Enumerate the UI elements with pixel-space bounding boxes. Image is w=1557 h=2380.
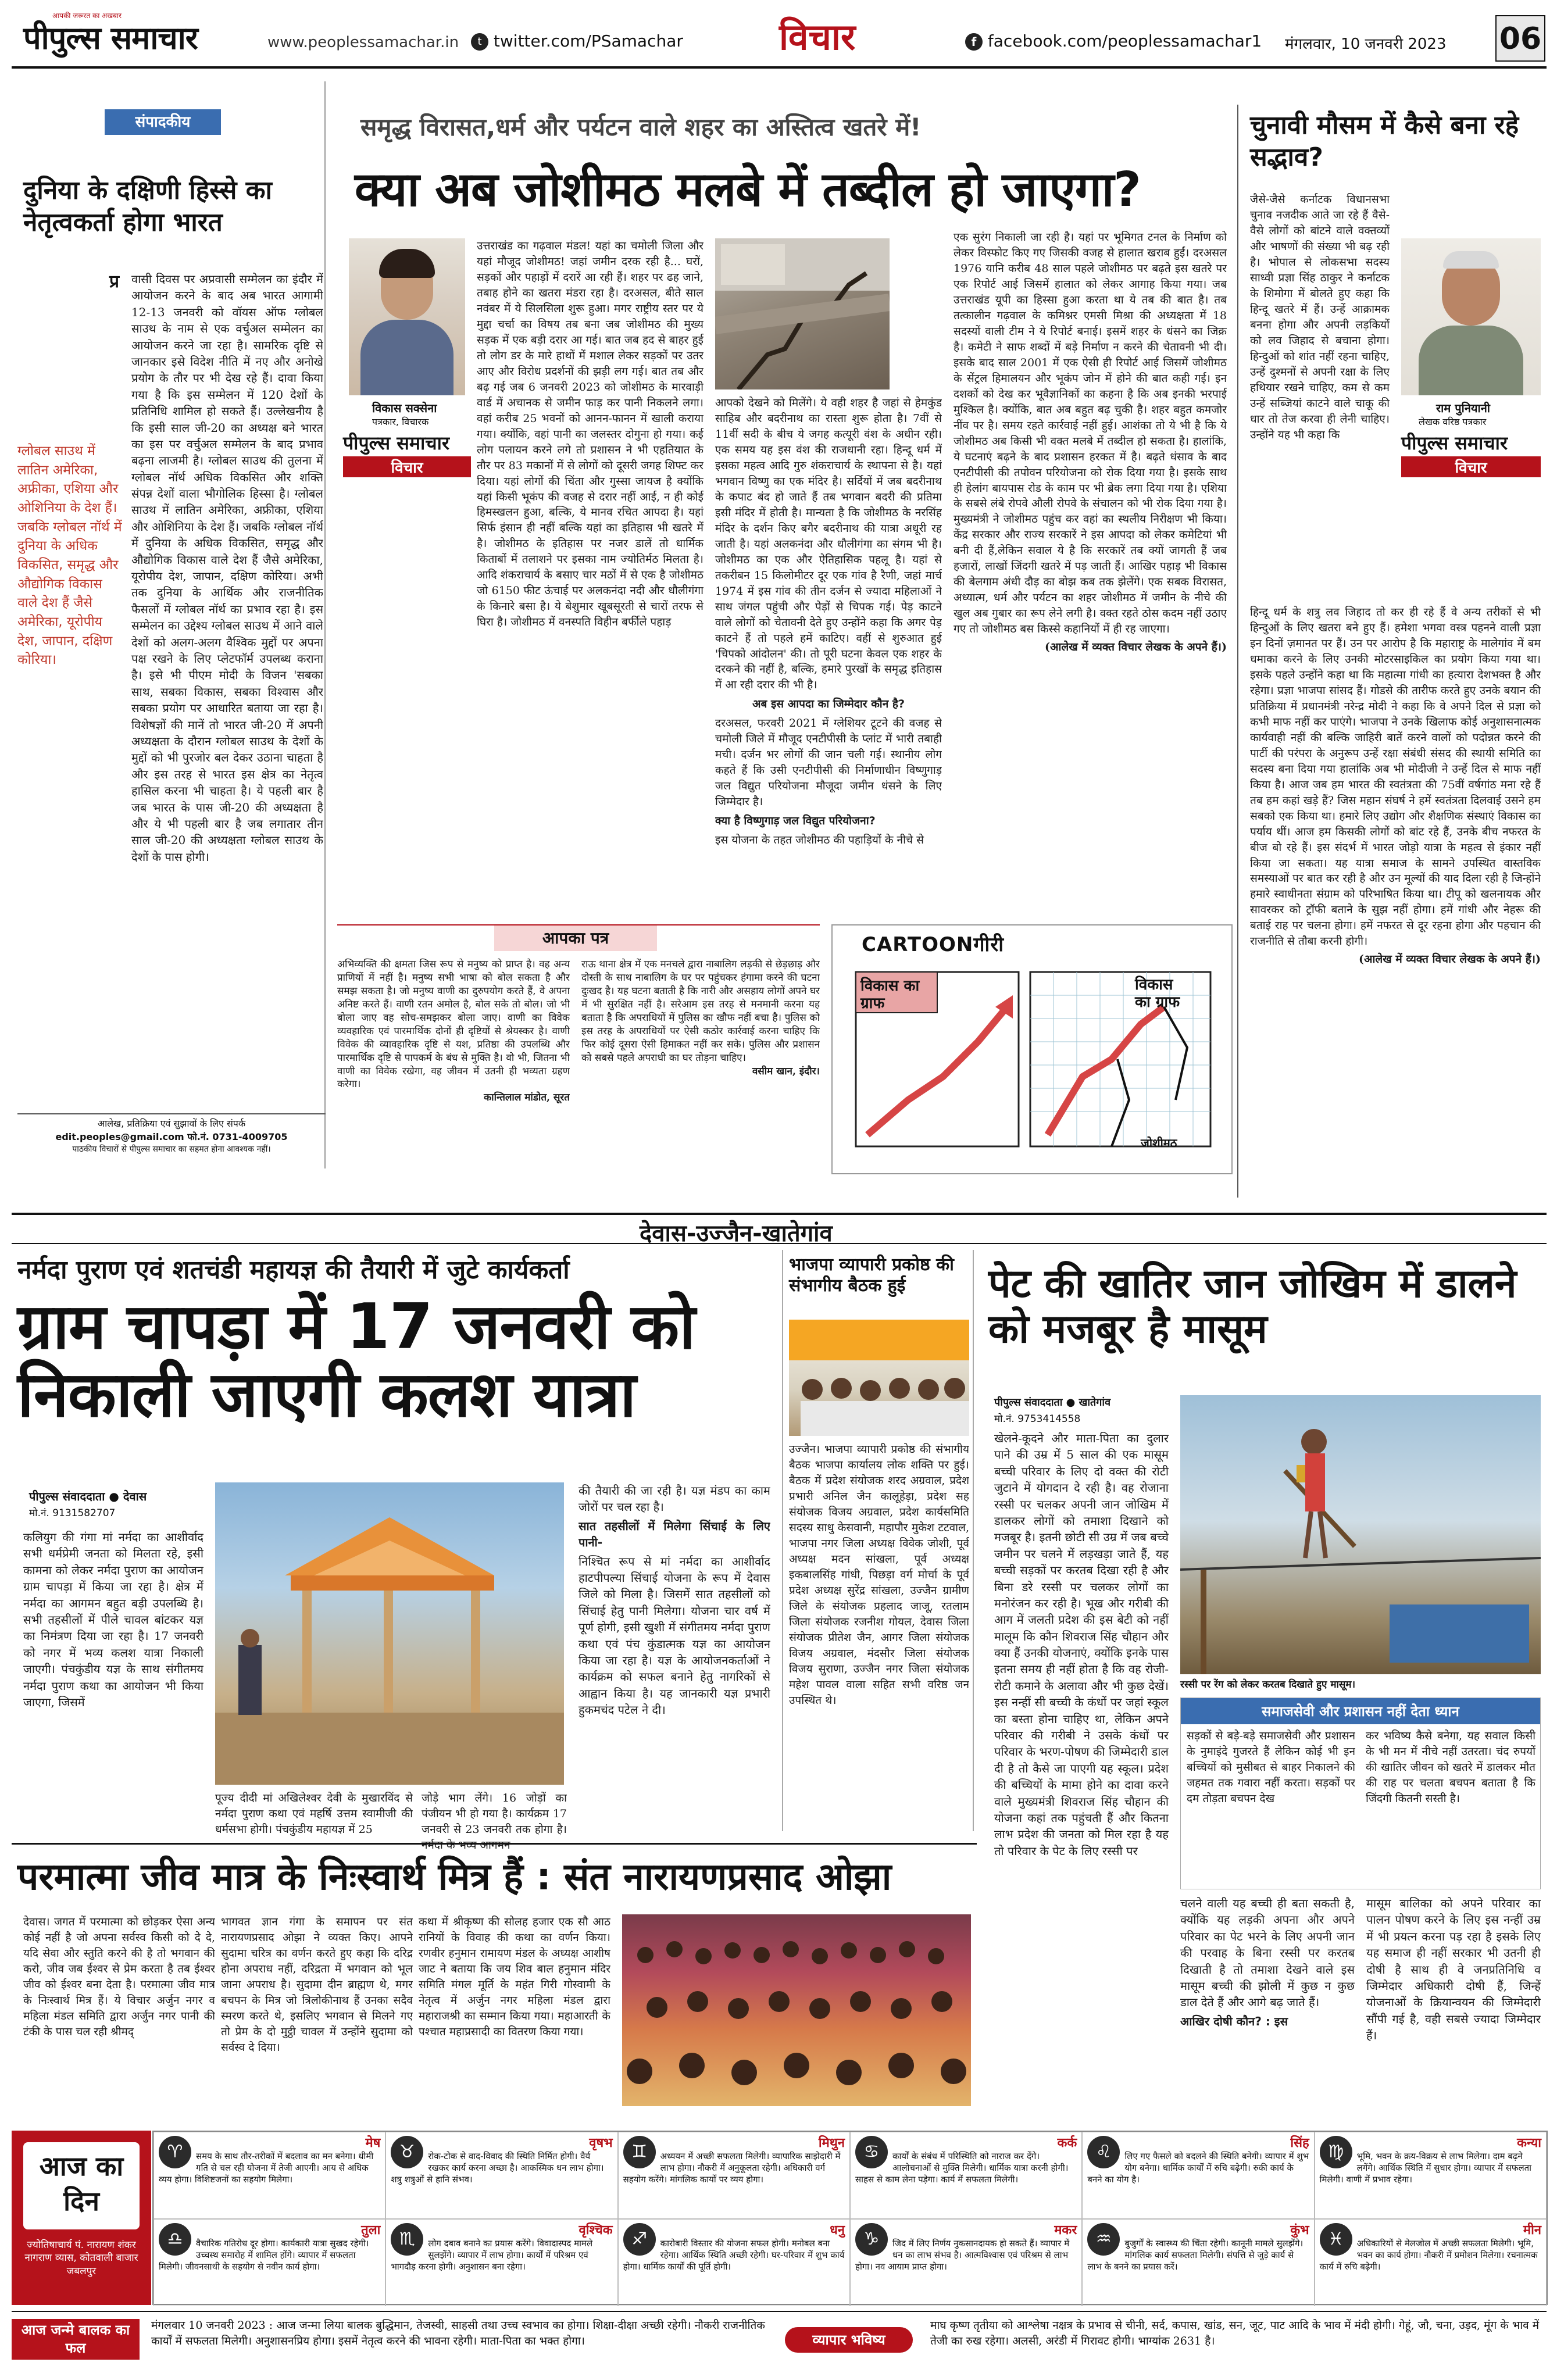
rashifal-box — [12, 2131, 151, 2305]
zodiac-icon: ♈ — [159, 2136, 191, 2168]
narmada-kicker: नर्मदा पुराण एवं शतचंडी महायज्ञ की तैयारी में जुटे कार्यकर्ता — [17, 1255, 570, 1285]
zodiac-icon: ♋ — [855, 2136, 888, 2168]
zodiac-icon: ♎ — [159, 2223, 191, 2256]
letter-1: अभिव्यक्ति की क्षमता जिस रूप से मनुष्य को प्राप्त है। वह अन्य प्राणियों में नहीं है। मनुष्य सभी भाषा को बोल सकता है और समझ सकता है। जो मनुष्य वाणी का दुरुपयोग करते हैं, वे अपना अनिष्ट करते हैं। वाणी रतन अमोल है, बोल सके तो बोल। जो भी बोला जाए वह सोच-समझकर बोला जाए। वाणी का विवेक व्यवहारिक एवं पारमार्थिक दोनों ही दृष्टियों से श्रेयस्कर है। वाणी विवेक की व्यावहारिक दृष्टि से यश, प्रतिष्ठा की उपलब्धि और पारमार्थिक दृष्टि से पापकर्म के बंध से मुक्ति है। वो भी, जितना भी वाणी का विवेक रखेगा, वह जीवन में उतनी ही भव्यता ग्रहण करेगा। कान्तिलाल मांडोत, सूरत — [337, 959, 570, 1104]
child-body: खेलने-कूदने और माता-पिता का दुलार पाने की उम्र में 5 साल की एक मासूम बच्ची परिवार के लिए दो वक्त की रोटी जुटाने में योगदान दे रही है। वह रोजाना रस्सी पर चलकर अपनी जान जोखिम में डालकर लोगों को तमाशा दिखाने को मजबूर है। इतनी छोटी सी उम्र में जब बच्चे जमीन पर चलने में लड़खड़ा जाते हैं, यह बच्ची सड़कों पर करतब दिखा रही है और बिना डरे रस्सी पर चलकर लोगों का मनोरंजन कर रही है। भूख और गरीबी की आग में जलती प्रदेश की इस बेटी को नहीं मालूम कि कौन शिवराज सिंह चौहान और क्या हैं उनकी योजनाएं, क्योंकि इनके पास इतना समय ही नहीं होता है कि वह रोजी-रोटी कमाने के अलावा और भी कुछ देखें। इस नन्हीं सी बच्ची के कंधों पर जहां स्कूल का बस्ता होना चाहिए था, लेकिन अपने परिवार की गरीबी ने उसके कंधों पर परिवार के भरण-पोषण की जिम्मेदारी डाल दी है तो कैसे जा पाएगी यह स्कूल। प्रदेश की बच्चियों के मामा होने का दावा करने वाले मुख्यमंत्री शिवराज सिंह चौहान की योजना कहां तक पहुंचती हैं और कितना लाभ प्रदेश की जनता को मिल रहा है यह तो परिवार के पेट के लिए रस्सी पर — [994, 1431, 1169, 1858]
facebook-link[interactable]: f facebook.com/peoplessamachar1 — [965, 31, 1262, 51]
letter-2: राऊ थाना क्षेत्र में एक मनचले द्वारा नाबालिग लड़की से छेड़छाड़ और दोस्ती के साथ नाबालिग के घर पर पहुंचकर हंगामा करने की घटना दुःखद है। यह घटना बताती है कि नारी और असहाय लोगों अपने घर में भी सुरक्षित नहीं है। सरेआम इस तरह से मनमानी करना यह बताता है कि अपराधियों में पुलिस का खौफ नहीं बचा है। पुलिस को इस तरह के अपराधियों पर ऐसी कठोर कार्रवाई करना चाहिए कि फिर कोई दूसरा ऐसी हिमाकत नहीं कर सके। पुलिस और प्रशासन को सबसे पहले अपराधी का घर तोड़ना चाहिए। वसीम खान, इंदौर। — [581, 959, 820, 1077]
brand-badge — [343, 430, 471, 483]
cartoon-label-1: विकास का ग्राफ — [860, 977, 920, 1012]
narmada-subhead: सात तहसीलों में मिलेगा सिंचाई के लिए पानी- — [578, 1518, 770, 1550]
rashi-name: कन्या — [1517, 2136, 1541, 2150]
brand-logo: पीपुल्स समाचार — [343, 432, 449, 454]
narmada-byline: पीपुल्स संवाददाता ● देवास — [29, 1489, 147, 1503]
cartoon-section — [831, 924, 1233, 1174]
child-box-body2: कर भविष्य कैसे बनेगा, यह सवाल किसी के भी मन में नीचे नहीं उतरता। चंद रुपयों की खातिर जीवन को खतरे में डालकर मौत की राह पर चलता बचपन बताता है कि जिंदगी कितनी सस्ती है। — [1366, 1729, 1535, 1805]
saint-col3: कथा में श्रीकृष्ण की सोलह हजार एक सौ आठ रानियों के विवाह की कथा का वर्णन किया। रणवीर हनुमान रामायण मंडल के अध्यक्ष आशीष जाट ने बताया कि जय शिव बाल हनुमान मंदिर समिति मंगल मूर्ति के महंत गिरी गोस्वामी के नेतृत्व में अर्जुन नगर महिला मंडल द्वारा महाराजश्री का सम्मान किया गया। महाआरती के पश्चात महाप्रसादी का वितरण किया गया। — [419, 1916, 610, 2038]
rashi-cell — [850, 2132, 1082, 2219]
child-tightrope-photo — [1180, 1395, 1541, 1674]
logo-tagline: आपकी जरूरत का अखबार — [52, 12, 122, 20]
footer-strip — [12, 2311, 1547, 2369]
editorial-tag: संपादकीय — [105, 109, 221, 135]
joshimath-article — [337, 81, 1233, 924]
rashi-name: वृषभ — [589, 2136, 613, 2150]
contact-line-3: पाठकीय विचारों से पीपुल्स समाचार का सहमत होना आवश्यक नहीं। — [72, 1145, 271, 1155]
rashi-cell — [618, 2219, 850, 2306]
cartoon-title: CARTOONगीरी — [862, 933, 1005, 956]
editorial-title: दुनिया के दक्षिणी हिस्से का नेतृत्वकर्ता होगा भारत — [23, 176, 272, 237]
rashi-cell — [153, 2219, 385, 2306]
rashi-cell — [1082, 2132, 1314, 2219]
rashi-text: भूमि, भवन के क्रय-विक्रय से लाभ मिलेगा। दाम बढ़ने लगेंगे। आर्थिक स्थिति में सुधार होगा। व्यापार में सफलता मिलेगी। वाणी में प्रभाव रहेगा। — [1319, 2151, 1532, 2185]
region-band — [12, 1213, 1547, 1247]
rashi-text: लिए गए फैसले को बदलने की स्थिति बनेगी। व्यापार में शुभ योग बनेगा। धार्मिक कार्यों में रुचि बढ़ेगी। रुकी कार्य के बनने का योग है। — [1087, 2151, 1309, 2185]
bjp-body: उज्जैन। भाजपा व्यापारी प्रकोष्ठ की संभागीय बैठक भाजपा कार्यालय लोक शक्ति पर हुई। बैठक में प्रदेश संयोजक शरद अग्रवाल, प्रदेश प्रभारी अनिल जैन कालूहेड़ा, प्रदेश सह संयोजक विजय अग्रवाल, प्रदेश कार्यसमिति सदस्य साधु केसवानी, महापौर मुकेश टटवाल, भाजपा नगर जिला अध्यक्ष विवेक जोशी, पूर्व अध्यक्ष मदन सांखला, पूर्व अध्यक्ष इकबालसिंह गांधी, पिछड़ा वर्ग मोर्चा के पूर्व प्रदेश अध्यक्ष सुरेंद्र सांखला, उज्जैन ग्रामीण जिले के संयोजक प्रहलाद जाजू, रतलाम जिला संयोजक रजनीश गोयल, देवास जिला संयोजक प्रीतेश जैन, आगर जिला संयोजक विजय अग्रवाल, मंदसौर जिला संयोजक विजय सुराणा, उज्जैन नगर जिला संयोजक महेश पावल वाला सहित सभी वरिष्ठ जन उपस्थित थे। — [789, 1443, 969, 1707]
rashi-text: समय के साथ तौर-तरीकों में बदलाव का मन बनेगा। धीमी गति से चल रही योजना में तेजी आएगी। आय से अधिक व्यय होगा। विशिष्टजनों का सहयोग मिलेगा। — [159, 2151, 374, 2185]
saint-col1: देवास। जगत में परमात्मा को छोड़कर ऐसा अन्य कोई नहीं है जो अपना सर्वस्व किसी को दे दे, यदि सेवा और स्तुति करने की है तो भगवान की करो, जीव जब ईश्वर से प्रेम करता है तब ईश्वर जीव को ईश्वर बना देता है। परमात्मा जीव मात्र के निःस्वार्थ मित्र हैं। ये विचार अर्जुन नगर व महिला मंडल समिति द्वारा अर्जुन नगर पानी की टंकी के पास चल रही श्रीमद् — [23, 1916, 215, 2038]
twitter-icon: t — [471, 33, 488, 51]
saint-article — [12, 1843, 977, 2110]
child-article — [983, 1250, 1547, 2093]
contact-line-1: आलेख, प्रतिक्रिया एवं सुझावों के लिए संपर्क — [97, 1118, 246, 1129]
cartoon-label-2: विकास का ग्राफ — [1135, 976, 1180, 1011]
rashifal-grid — [152, 2131, 1548, 2305]
joshimath-title: क्या अब जोशीमठ मलबे में तब्दील हो जाएगा? — [355, 162, 1141, 217]
rashifal-box-title: आज का दिन — [23, 2142, 140, 2229]
rashi-text: कार्यों के संबंध में परिस्थिति को नाराज कर देंगे। आलोचनाओं से मुक्ति मिलेगी। धार्मिक यात्रा करनी होगी। साहस से काम लेना पड़ेगा। कार्य में सफलता मिलेगी। — [855, 2151, 1069, 2185]
rashi-text: अध्ययन में अच्छी सफलता मिलेगी। व्यापारिक साझेदारी में लाभ होगा। नौकरी में अनुकूलता रहेगी। अधिकारी वर्ग सहयोग करेंगे। मांगलिक कार्यों पर व्यय होगा। — [623, 2151, 841, 2185]
rashi-name: कुंभ — [1290, 2223, 1309, 2238]
editorial-body: वासी दिवस पर अप्रवासी सम्मेलन का इंदौर में आयोजन करने के बाद अब भारत आगामी 12-13 जनवरी को वॉयस ऑफ ग्लोबल साउथ के नाम से एक वर्चुअल सम्मेलन का आयोजन करने जा रहा है। सामरिक दृष्टि से जानकार इसे विदेश नीति में नए और अनोखे प्रयोग के तौर पर भी देख रहे हैं। दावा किया गया है कि इस सम्मेलन में 120 देशों के प्रतिनिधि शामिल हो सकते हैं। उल्लेखनीय है कि इसी साल जी-20 का अध्यक्ष बने भारत का इस पर वर्चुअल सम्मेलन के बाद प्रभाव बढ़ना लाजमी है। ग्लोबल साउथ की तुलना में ग्लोबल नॉर्थ अधिक विकसित और शक्ति संपन्न देशों वाला भौगोलिक हिस्सा है। ग्लोबल साउथ में लातिन अमेरिका, अफ्रीका, एशिया और ओशिनिया के देश हैं। जबकि ग्लोबल नॉर्थ में दुनिया के अधिक विकसित, समृद्ध और औद्योगिक विकास वाले देश हैं जैसे अमेरिका, यूरोपीय देश, जापान, दक्षिण कोरिया। अभी तक दुनिया के आर्थिक और राजनीतिक फैसलों में ग्लोबल नॉर्थ का प्रभाव रहा है। इस सम्मेलन का उद्देश्य ग्लोबल साउथ में आने वाले देशों को अलग-अलग वैश्विक मुद्दों पर अपना पक्ष रखने के लिए प्लेटफॉर्म उपलब्ध कराना है। इसे भी पीएम मोदी के विजन 'सबका साथ, सबका विकास, सबका विश्वास और सबका प्रयोग पर आधारित बताया जा रहा है। विशेषज्ञों की मानें तो भारत जी-20 में अपनी अध्यक्षता के दौरान ग्लोबल साउथ के देशों के मुद्दों को भी पुरजोर बल देकर उठाना चाहता है और इस तरह से भारत इस क्षेत्र का नेतृत्व हासिल करना भी चाहता है। ये पहली बार है जब भारत के पास जी-20 की अध्यक्षता है और ये भी पहली बार है जब लगातार तीन साल जी-20 की अध्यक्षता ग्लोबल साउथ के देशों के पास होगी। — [131, 272, 323, 864]
bjp-meeting-photo — [789, 1320, 969, 1436]
brand-badge-2 — [1401, 430, 1541, 483]
website-link[interactable]: www.peoplessamachar.in — [267, 34, 459, 51]
narmada-body1: कलियुग की गंगा मां नर्मदा का आशीर्वाद सभी धर्मप्रेमी जनता को मिलता रहे, इसी कामना को लेकर नर्मदा पुराण का आयोजन ग्राम चापड़ा में किया जा रहा है। क्षेत्र में नर्मदा का आगमन बहुत बड़ी उपलब्धि है। सभी तहसीलों में पीले चावल बांटकर यज्ञ का निमंत्रण दिया जा रहा है। 17 जनवरी को नगर में भव्य कलश यात्रा निकाली जाएगी। पंचकुंडीय यज्ञ के साथ संगीतमय नर्मदा पुराण कथा का आयोजन भी किया जाएगा, जिसमें — [23, 1530, 203, 1709]
rashi-cell — [385, 2132, 617, 2219]
author-photo-ram — [1401, 238, 1541, 395]
issue-date: मंगलवार, 10 जनवरी 2023 — [1285, 35, 1447, 53]
rashi-cell — [850, 2219, 1082, 2306]
child-photo-caption: रस्सी पर रेंग को लेकर करतब दिखाते हुए मासूम। — [1180, 1677, 1541, 1695]
ram-author-name: राम पुनियानी — [1436, 401, 1490, 415]
zodiac-icon: ♍ — [1320, 2136, 1352, 2168]
meeting-illustration — [789, 1320, 969, 1436]
rashi-text: लोग दबाव बनाने का प्रयास करेंगे। विवादास्पद मामले सुलझेंगे। व्यापार में लाभ होगा। कार्यों में परिश्रम एवं भागदौड़ करना होगी। अनुशासन बना रहेगा। — [391, 2238, 593, 2272]
section-title: विचार — [779, 16, 856, 58]
rashi-text: जिद में लिए निर्णय नुकसानदायक हो सकते हैं। व्यापार में धन का लाभ संभव है। आत्मविश्वास एवं परिश्रम से लाभ होगा। नव आयाम प्राप्त होगा। — [855, 2238, 1070, 2272]
election-article — [1244, 81, 1547, 1203]
narmada-body2: जोड़े भाग लेंगे। 16 जोड़ों का पंजीयन भी हो गया है। कार्यक्रम 17 जनवरी से 23 जनवरी तक होगा है। नर्मदा के भव्य आगमन — [422, 1792, 567, 1852]
narmada-body-right: की तैयारी की जा रही है। यज्ञ मंडप का काम जोरों पर चल रहा है। सात तहसीलों में मिलेगा सिंचाई के लिए पानी- निश्चित रूप से मां नर्मदा का आशीर्वाद हाटपीपल्या सिंचाई योजना के रूप में देवास जिले को मिला है। जिसमें सात तहसीलों को सिंचाई हेतु पानी मिलेगा। योजना चार वर्ष में पूर्ण होगी, इसी खुशी में संगीतमय नर्मदा पुराण कथा एवं पंच कुंडात्मक यज्ञ का आयोजन किया जा रहा है। यज्ञ के आयोजनकर्ताओं ने कार्यक्रम को सफल बनाने हेतु नागरिकों से आह्वान किया है। यह जानकारी यज्ञ प्रभारी हुकमचंद पटेल ने दी। — [578, 1484, 770, 1717]
logo[interactable]: पीपुल्स समाचार — [23, 20, 198, 56]
rashi-cell — [1082, 2219, 1314, 2306]
rashi-cell — [1315, 2219, 1547, 2306]
facebook-icon: f — [965, 33, 983, 51]
child-body2: चलने वाली यह बच्ची ही बता सकती है, क्योंकि यह लड़की अपना और अपने परिवार का पेट भरने के लिए अपनी जान की परवाह के बिना रस्सी पर करतब दिखाती है तो तमाशा देखने वाले इस मासूम बच्ची की झोली में कुछ न कुछ डाल देते हैं और आगे बढ़ जाते हैं। आखिर दोषी कौन? : इस — [1180, 1895, 1355, 2075]
contact-email[interactable]: edit.peoples@gmail.com फो.नं. 0731-4009705 — [55, 1131, 288, 1143]
joshimath-subhead-1: अब इस आपदा का जिम्मेदार कौन है? — [752, 698, 905, 711]
narmada-article — [12, 1250, 773, 1884]
author-photo — [349, 238, 465, 395]
zodiac-icon: ♉ — [391, 2136, 423, 2168]
region-title: देवास-उज्जैन-खातेगांव — [640, 1220, 833, 1247]
rashi-name: वृश्चिक — [578, 2223, 613, 2238]
yagya-mandap-photo — [215, 1482, 564, 1785]
twitter-link[interactable]: t twitter.com/PSamachar — [471, 31, 683, 51]
author-role: पत्रकार, विचारक — [372, 416, 429, 427]
crowd-illustration — [622, 1914, 971, 2106]
joshimath-col3: एक सुरंग निकाली जा रही है। यहां पर भूमिगत टनल के निर्माण को लेकर विस्फोट किए गए जिसकी वजह से हालात खराब हुईं। दरअसल 1976 यानि करीब 48 साल पहले जोशीमठ पर बढ़ते इस खतरे पर एक रिपोर्ट आई जिसमें हालात को लेकर आगाह किया गया। जब उत्तराखंड यूपी का हिस्सा हुआ करता था ये तब की बात है। तब तत्कालीन गढ़वाल के कमिश्नर एमसी मिश्रा की अध्यक्षता में 18 सदस्यों वाली टीम ने ये रिपोर्ट बनाई। इसमें शहर के धंसने का जिक्र है। कमेटी ने साफ शब्दों में बड़े निर्माण न करने की चेतावनी भी दी। इसके बाद साल 2001 में एक ऐसी ही रिपोर्ट आई जिसमें जोशीमठ के सेंट्रल हिमालयन और भूकंप जोन में होने की बात कही गई। इन दशकों को देख कर भूवैज्ञानिकों का कहना है कि अब इनकी भरपाई मुश्किल है। क्योंकि, बात अब बहुत बढ़ चुकी है। शहर बहुत कमजोर नींव पर है। समय रहते कार्रवाई नहीं हुई। आशंका तो ये भी है कि ये जोशीमठ अब किसी भी वक्त मलबे में तब्दील हो सकता है। हालांकि, ये घटनाएं बढ़ने के बाद प्रशासन हरकत में है। बढ़ते धंसाव के बाद एनटीपीसी की तपोवन परियोजना को रोक दिया गया है। इसके साथ ही हेलांग बायपास रोड के काम पर भी ब्रेक लगा दिया गया है। एशिया के सबसे लंबे रोपवे औली रोपवे के संचालन को भी रोक दिया गया है। मुख्यमंत्री ने जोशीमठ पहुंच कर वहां का स्थलीय निरीक्षण भी किया। केंद्र सरकार और राज्य सरकारें ने इस आपदा को लेकर कमेटियां भी बनी दी हैं,लेकिन सवाल ये है कि सरकारें तब क्यों जागती हैं जब हजारों, लाखों जिंदगी खतरे में पड़ जाती हैं। आखिर पहाड़ भी विकास की बेलगाम अंधी दौड़ का बोझ कब तक झेलेंगे। एक सबक विरासत, अध्यात्म, धर्म और पर्यटन का शहर जोशीमठ में जमीन के नीचे की खुल अब गुबार का रूप लेने लगी है। वक्त रहते ठोस कदम नहीं उठाए गए तो जोशीमठ बस किस्से कहानियों में ही रह जाएगा। (आलेख में व्यक्त विचार लेखक के अपने हैं।) — [954, 230, 1227, 916]
rashi-name: मेष — [365, 2136, 381, 2150]
election-intro: जैसे-जैसे कर्नाटक विधानसभा चुनाव नजदीक आते जा रहे हैं वैसे-वैसे लोगों को बांटने वाले वक्तव्यों और भाषणों की संख्या भी बढ़ रही है। भोपाल से लोकसभा सदस्य साध्वी प्रज्ञा सिंह ठाकुर ने कर्नाटक के शिमोगा में बोलते हुए कहा कि हिन्दू खतरे में हैं। उन्हें आक्रामक बनना होगा और अपनी लड़कियों को लव जिहाद से बचाना होगा। हिन्दुओं को शांत नहीं रहना चाहिए, उन्हें दुश्मनों से अपनी रक्षा के लिए हथियार रखने चाहिए, कम से कम उन्हें सब्जियां काटने वाले चाकू की धार तो तेज करवा ही लेनी चाहिए। उन्होंने यह भी कहा कि — [1250, 193, 1390, 441]
divider — [1237, 105, 1238, 1198]
zodiac-icon: ♒ — [1087, 2223, 1120, 2256]
rashi-name: सिंह — [1290, 2136, 1309, 2150]
child-box-title: समाजसेवी और प्रशासन नहीं देता ध्यान — [1181, 1698, 1540, 1724]
crowd-photo — [622, 1914, 971, 2106]
child-title: पेट की खातिर जान जोखिम में डालने को मजबूर है मासूम — [988, 1261, 1517, 1353]
election-title: चुनावी मौसम में कैसे बना रहे सद्भाव? — [1250, 110, 1519, 172]
bjp-title: भाजपा व्यापारी प्रकोष्ठ की संभागीय बैठक हुई — [789, 1255, 954, 1296]
joshimath-kicker: समृद्ध विरासत,धर्म और पर्यटन वाले शहर का अस्तित्व खतरे में! — [360, 113, 922, 141]
zodiac-icon: ♏ — [391, 2223, 423, 2256]
letters-title: आपका पत्र — [494, 925, 657, 951]
letters-section — [337, 924, 820, 1174]
rashi-text: वैचारिक गतिरोध दूर होगा। कार्यकारी यात्रा सुखद रहेगी। उच्चस्थ समारोह में शामिल होंगे। व्यापार में सफलता मिलेगी। जीवनसाथी के सहयोग से नवीन कार्य होगा। — [159, 2238, 369, 2272]
ram-author-role: लेखक वरिष्ठ पत्रकार — [1419, 416, 1487, 427]
cartoon-label-3: जोशीमठ — [1141, 1136, 1177, 1150]
brand-sub-2: विचार — [1401, 456, 1541, 477]
editorial-dropcap: प्र — [109, 271, 120, 292]
letter-1-sender: कान्तिलाल मांडोत, सूरत — [484, 1092, 570, 1104]
tightrope-illustration — [1180, 1395, 1541, 1674]
crack-photo — [715, 238, 890, 389]
election-body: हिन्दू धर्म के शत्रु लव जिहाद तो कर ही रहे हैं वे अन्य तरीकों से भी हिन्दुओं के लिए खतरा बने हुए हैं। हमेशा भगवा वस्त्र पहनने वाली प्रज्ञा इन दिनों ज़मानत पर हैं। उन पर आरोप है कि महाराष्ट्र के मालेगांव में बम धमाका करने के लिए उनकी मोटरसाइकिल का प्रयोग किया गया था। इसके पहले उन्होंने कहा था कि महात्मा गांधी का हत्यारा देशभक्त है और रहेगा। प्रज्ञा भाजपा सांसद हैं। गोडसे की तारीफ करते हुए उनके बयान की प्रतिक्रिया में प्रधानमंत्री नरेन्द्र मोदी ने कहा कि वे अपने दिल से प्रज्ञा को कभी माफ नहीं कर पाएंगे। भाजपा ने उनके खिलाफ कोई अनुशासनात्मक कार्यवाही नहीं की बल्कि जाहिरी बातें करने वालों को पदोन्नत करने की पार्टी की परंपरा के अनुरूप उन्हें रक्षा संबंधी संसद की स्थायी समिति का सदस्य बना दिया गया हालांकि अब भी मोदीजी ने उन्हें दिल से माफ नहीं किया है। आज जब हम भारत की स्वतंत्रता की 75वीं वर्षगांठ मना रहे हैं तब हम कहां खड़े हैं? जिस महान संघर्ष ने हमें स्वतंत्रता दिलवाई उसने हम सबको एक किया था। हमारे लिए उद्योग और शैक्षणिक संस्थाएं विकास का पर्याय थीं। आज हम किसकी लोगों को बांट रहे हैं, उनके बीच नफरत के बीज बो रहे हैं। इस संदर्भ में भारत जोड़ो यात्रा के महत्व से इंकार नहीं किया जा सकता। यह यात्रा समाज के सामने उपस्थित वास्तविक समस्याओं पर बात कर रही है और उन मूल्यों की याद दिला रही है जिन्होंने हमारे स्वाधीनता संग्राम को परिभाषित किया था। टीपू को खलनायक और सावरकर को ट्रॉफी बताने के सुझ नहीं होगा। हमें गांधी और नेहरू की बताई राह पर चलना होगा। हमें नफरत से दूर रहना होगा और पहचान की राजनीति से तौबा करनी होगी। (आलेख में व्यक्त विचार लेखक के अपने हैं।) — [1250, 605, 1541, 1192]
rashi-cell — [618, 2132, 850, 2219]
child-subhead: आखिर दोषी कौन? : इस — [1180, 2014, 1288, 2028]
rashi-name: मकर — [1054, 2223, 1077, 2238]
mandap-illustration — [215, 1482, 564, 1785]
zodiac-icon: ♐ — [623, 2223, 656, 2256]
zodiac-icon: ♓ — [1320, 2223, 1352, 2256]
child-box-body1: सड़कों से बड़े-बड़े समाजसेवी और प्रशासन के नुमाइंदे गुजरते हैं लेकिन कोई भी इन बच्चियों को मुसीबत से बाहर निकालने की जहमत तक गवारा नहीं करता। सड़कों पर दम तोड़ता बचपन देख — [1187, 1729, 1355, 1805]
market-text: माघ कृष्ण तृतीया को आश्लेषा नक्षत्र के प्रभाव से चीनी, सर्द, कपास, खांड, सन, जूट, पाट आदि के भाव में मंदी होगी। गेहूं, जौ, चना, उड़द, मूंग के भाव में तेजी का रुख रहेगा। अलसी, अरंडी में गिरावट होगी। भाग्यांक 2631 है। — [930, 2319, 1540, 2347]
rashi-name: कर्क — [1057, 2136, 1077, 2150]
editorial-contact — [17, 1113, 326, 1166]
rashi-text: बुजुर्गों के स्वास्थ्य की चिंता रहेगी। कानूनी मामले सुलझेंगे। मांगलिक कार्य सफलता मिलेगी। संपत्ति से जुड़े कार्य से लाभ के बनने का प्रयास करें। — [1087, 2238, 1304, 2272]
page-number: 06 — [1495, 15, 1545, 62]
election-disclaimer: (आलेख में व्यक्त विचार लेखक के अपने हैं।) — [1358, 953, 1541, 966]
rashi-name: मीन — [1523, 2223, 1541, 2238]
child-body3: मासूम बालिका को अपने परिवार का पालन पोषण करने के लिए इस नन्हीं उम्र में भी प्रयत्न करना पड़ रहा है इसके लिए यह समाज ही नहीं सरकार भी उतनी ही दोषी है साथ ही वे जनप्रतिनिधि व जिम्मेदार अधिकारी दोषी हैं, जिन्हें योजनाओं के क्रियान्वयन की जिम्मेदारी सौंपी गई है, वही सबसे ज्यादा जिम्मेदार हैं। — [1366, 1896, 1541, 2043]
market-tag: व्यापार भविष्य — [785, 2327, 913, 2353]
joshimath-col1: उत्तराखंड का गढ़वाल मंडल! यहां का चमोली जिला और यहां मौजूद जोशीमठ! जहां जमीन दरक रही है... घरों, सड़कों और पहाड़ों में दरारें आ रही हैं। शहर पर ढह जाने, तबाह होने का खतरा मंडरा रहा है। दरअसल, बीते साल नवंबर में ये सिलसिला शुरू हुआ। मगर राष्ट्रीय स्तर पर ये मुद्दा चर्चा का विषय तब बना जब जोशीमठ की मुख्य सड़क में एक बड़ी दरार आ गई। बात जब हद से बाहर हुई तो लोग डर के मारे हाथों में मशाल लेकर सड़कों पर उतर आए और विरोध प्रदर्शनों की झड़ी लग गई। बात तब और बढ़ गई जब 6 जनवरी 2023 को जोशीमठ के मारवाड़ी वार्ड में अचानक से जमीन फाड़ कर पानी निकलने लगा। वहां करीब 25 भवनों को आनन-फानन में खाली कराया गया। क्योंकि, वहां पानी का जलस्तर दोगुना हो गया। कई लोग पलायन करने लगे तो प्रशासन ने भी एहतियात के तौर पर 83 मकानों में से लोगों को दूसरी जगह शिफ्ट कर दिया। यहां लोगों की चिंता और गुस्सा जायज है क्योंकि यहां किसी भूकंप की वजह से दरार नहीं आई, न ही कोई हिमस्खलन हुआ, बल्कि, ये मानव रचित आपदा है। यहां सिर्फ इंसान ही नहीं बल्कि यहां का इतिहास भी खतरे में है। जोशीमठ के इतिहास पर नजर डालें तो धार्मिक किताबों में तलाशने पर इसका नाम ज्योतिर्मठ मिलता है। आदि शंकराचार्य के बसाए चार मठों में से एक है जोशीमठ जो 6150 फीट ऊंचाई पर अलकनंदा नदी और धौलीगंगा के किनारे बसा है। ये बेशुमार खूबसूरती से चारों तरफ से घिरा है। जोशीमठ में वनस्पति विहीन बर्फीले पहाड़ — [477, 240, 703, 629]
rashi-name: मिथुन — [818, 2136, 845, 2150]
crack-illustration — [715, 238, 890, 389]
birth-tag: आज जन्मे बालक का फल — [12, 2319, 140, 2360]
narmada-caption: पूज्य दीदी मां अखिलेश्वर देवी के मुखारविंद से नर्मदा पुराण कथा एवं महर्षि उत्तम स्वामीजी की धर्मसभा होगी। पंचकुंडीय महायज्ञ में 25 — [215, 1792, 413, 1836]
author-name: विकास सक्सेना — [372, 401, 437, 415]
joshimath-subhead-2: क्या है विष्णुगाड़ जल विद्युत परियोजना? — [715, 814, 876, 828]
editorial-pullquote: ग्लोबल साउथ में लातिन अमेरिका, अफ्रीका, एशिया और ओशिनिया के देश हैं। जबकि ग्लोबल नॉर्थ में दुनिया के अधिक विकसित, समृद्ध और औद्योगिक विकास वाले देश हैं जैसे अमेरिका, यूरोपीय देश, जापान, दक्षिण कोरिया। — [17, 444, 122, 668]
birth-text: मंगलवार 10 जनवरी 2023 : आज जन्मा लिया बालक बुद्धिमान, तेजस्वी, साहसी तथा उच्च स्वभाव का होगा। शिक्षा-दीक्षा अच्छी रहेगी। नौकरी राजनीतिक कार्यों में सफलता मिलेगी। अनुशासनप्रिय होगा। इसमें नेतृत्व करने की भावना रहेगी। माता-पिता का भक्त होगा। — [151, 2319, 765, 2347]
rashi-text: कारोबारी विस्तार की योजना सफल होगी। मनोबल बना रहेगा। आर्थिक स्थिति अच्छी रहेगी। घर-परिवार में शुभ कार्य होगा। धार्मिक कार्यों की पूर्ति होगी। — [623, 2238, 845, 2272]
brand-logo-2: पीपुल्स समाचार — [1401, 432, 1508, 454]
brand-sub: विचार — [343, 456, 471, 477]
saint-title: परमात्मा जीव मात्र के निःस्वार्थ मित्र हैं : संत नारायणप्रसाद ओझा — [17, 1856, 892, 1899]
rashi-cell — [385, 2219, 617, 2306]
joshimath-disclaimer: (आलेख में व्यक्त विचार लेखक के अपने हैं।) — [1044, 641, 1227, 654]
rashi-cell — [153, 2132, 385, 2219]
rashi-text: रोक-टोक से वाद-विवाद की स्थिति निर्मित होगी। वैर्य रखकर कार्य करना अच्छा है। आकस्मिक धन लाभ होगा। शत्रु शत्रुओं से हानि संभव। — [391, 2151, 604, 2185]
joshimath-col2: आपको देखने को मिलेंगे। ये वही शहर है जहां से हेमकुंड साहिब और बदरीनाथ का रास्ता शुरू होता है। 7वीं से 11वीं सदी के बीच ये जगह कत्यूरी वंश के अधीन रही। एक समय यह इस वंश की राजधानी रहा। हिन्दू धर्म में इसका महत्व आदि गुरु शंकराचार्य के स्थापना से है। यहां भगवान विष्णु का एक मंदिर है। सर्दियों में जब बदरीनाथ के कपाट बंद हो जाते हैं तब भगवान बदरी की प्रतिमा इसी मंदिर में होती है। मान्यता है कि जोशीमठ के नरसिंह मंदिर के दर्शन किए बगैर बदरीनाथ की यात्रा अधूरी रह जाती है। यहां अलकनंदा और धौलीगंगा का संगम भी है। जोशीमठ का एक और ऐतिहासिक पहलू है। यहां से तकरीबन 15 किलोमीटर दूर एक गांव है रैणी, जहां मार्च 1974 में इस गांव की तीन दर्जन से ज्यादा महिलाओं ने साथ जंगल पहुंची और पेड़ों से चिपक गई। पेड़ काटने वाले लोगों को चेतावनी देते हुए उन्होंने कहा कि अगर पेड़ काटने हैं तो पहले हमें काटिए। वहीं से शुरुआत हुई 'चिपको आंदोलन' की। तो पूरी घटना केवल एक शहर के दरकने की नहीं है, बल्कि, हमारे पुरखों के समृद्ध इतिहास में आ रही दरार की भी है। अब इस आपदा का जिम्मेदार कौन है? दरअसल, फरवरी 2021 में ग्लेशियर टूटने की वजह से चमोली जिले में मौजूद एनटीपीसी के प्लांट में भारी तबाही मची। दर्जन भर लोगों की जान चली गई। स्थानीय लोग कहते हैं कि उसी एनटीपीसी की निर्माणाधीन विष्णुगाड़ जल विद्युत परियोजना मौजूदा जमीन धंसने के लिए जिम्मेदार है। क्या है विष्णुगाड़ जल विद्युत परियोजना? इस योजना के तहत जोशीमठ की पहाड़ियों के नीचे से — [715, 396, 942, 847]
child-mobile: मो.नं. 9753414558 — [994, 1413, 1081, 1425]
narmada-mobile: मो.नं. 9131582707 — [29, 1507, 116, 1519]
letter-2-sender: वसीम खान, इंदौर। — [752, 1065, 820, 1077]
rashi-name: तुला — [361, 2223, 381, 2238]
child-box — [1180, 1698, 1541, 1889]
masthead — [12, 10, 1547, 69]
zodiac-icon: ♑ — [855, 2223, 888, 2256]
editorial-section — [17, 81, 326, 1168]
bjp-article — [782, 1250, 974, 1831]
zodiac-icon: ♌ — [1087, 2136, 1120, 2168]
child-byline: पीपुल्स संवाददाता ● खातेगांव — [994, 1396, 1111, 1409]
rashi-text: अधिकारियों से मेलजोल में अच्छी सफलता मिलेगी। भूमि, भवन का कार्य होगा। नौकरी में प्रमोशन मिलेगा। रचनात्मक कार्य में रुचि बढ़ेगी। — [1319, 2238, 1538, 2272]
rashi-cell — [1315, 2132, 1547, 2219]
narmada-title: ग्राम चापड़ा में 17 जनवरी को निकाली जाएगी कलश यात्रा — [17, 1291, 695, 1431]
rashifal-astrologer: ज्योतिषाचार्य पं. नारायण शंकर नागराण व्यास, कोतवाली बाजार जबलपुर — [24, 2239, 138, 2277]
rashi-name: धनु — [830, 2223, 845, 2238]
saint-col2: भागवत ज्ञान गंगा के समापन पर संत नारायणप्रसाद ओझा ने व्यक्त किए। आपने सुदामा चरित्र का वर्णन करते हुए कहा कि दरिद्र होना अपराध नहीं, दरिद्रता में भगवान को भूल जाना अपराध है। सुदामा दीन ब्राह्मण थे, मगर बचपन के मित्र जो त्रिलोकीनाथ हैं उनका सदैव स्मरण करते थे, इसलिए भगवान से मिलने गए तो प्रेम के दो मुट्ठी चावल में उन्होंने सुदामा को सर्वस्व दे दिया। — [221, 1916, 413, 2054]
zodiac-icon: ♊ — [623, 2136, 656, 2168]
